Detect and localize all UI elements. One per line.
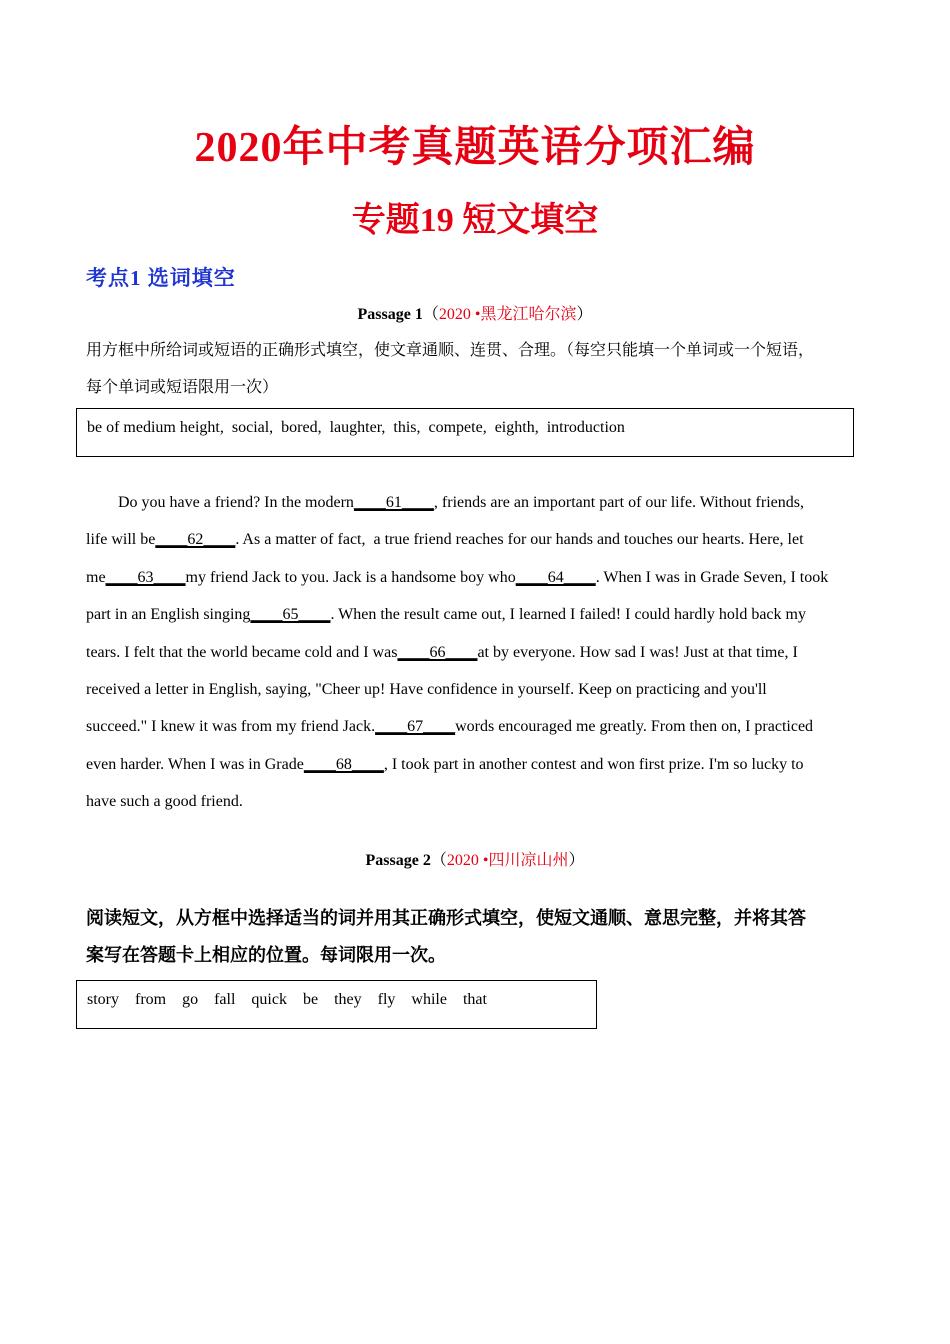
line-text: , I took part in another contest and won first prize. I'm so lucky to xyxy=(383,755,804,773)
line-text: received a letter in English, saying, "Cheer up! Have confidence in yourself. Keep on practicing and you'll xyxy=(86,680,767,698)
passage1-title xyxy=(0,303,950,327)
passage1-source: 2020 •黑龙江哈尔滨 xyxy=(438,306,577,323)
line-text: life will be xyxy=(86,531,156,549)
passage2-instruction-line2: 案写在答题卡上相应的位置。每词限用一次。 xyxy=(86,945,446,966)
passage-line xyxy=(86,484,866,521)
blank-61[interactable]: ____61____ xyxy=(353,494,434,511)
line-text: part in an English singing xyxy=(86,606,251,624)
blank-66[interactable]: ____66____ xyxy=(397,643,478,661)
passage2-paren-close: ） xyxy=(568,852,585,869)
passage-line xyxy=(86,634,866,671)
passage-line xyxy=(86,708,866,745)
blank-68[interactable]: ____68____ xyxy=(303,755,384,773)
line-text: have such a good friend. xyxy=(86,793,243,811)
document-subtitle: 专题19 短文填空 xyxy=(351,202,599,239)
blank-62[interactable]: ____62____ xyxy=(155,531,236,549)
passage1-instructions xyxy=(86,332,866,406)
passage1-name: Passage 1 xyxy=(357,306,423,323)
passage2-instruction-line1: 阅读短文，从方框中选择适当的词并用其正确形式填空，使短文通顺、意思完整，并将其答 xyxy=(86,908,806,929)
blank-67[interactable]: ____67____ xyxy=(375,718,456,736)
line-text: Do you have a friend? In the modern xyxy=(86,494,354,511)
passage1-paren-open: （ xyxy=(422,306,439,323)
blank-64[interactable]: ____64____ xyxy=(515,568,596,586)
passage2-name: Passage 2 xyxy=(365,852,431,869)
line-text: words encouraged me greatly. From then on, I practiced xyxy=(455,718,814,736)
line-text: at by everyone. How sad I was! Just at that time, I xyxy=(477,643,798,661)
blank-65[interactable]: ____65____ xyxy=(250,606,331,624)
passage1-instruction-line1: 用方框中所给词或短语的正确形式填空，使文章通顺、连贯、合理。（每空只能填一个单词或一个短语， xyxy=(86,342,815,359)
passage1-instruction-line2: 每个单词或短语限用一次） xyxy=(86,379,279,396)
passage1-word-box: be of medium height, social, bored, laughter, this, compete, eighth, introduction xyxy=(76,408,854,457)
line-text: tears. I felt that the world became cold and I was xyxy=(86,643,398,661)
passage-line xyxy=(86,559,866,596)
passage1-paren-close: ） xyxy=(576,306,593,323)
passage2-source: 2020 •四川凉山州 xyxy=(446,852,569,869)
passage2-paren-open: （ xyxy=(430,852,447,869)
passage2-title xyxy=(0,849,950,873)
line-text: . As a matter of fact, a true friend reaches for our hands and touches our hearts. Here, let xyxy=(235,531,804,549)
document-title: 2020年中考真题英语分项汇编 xyxy=(194,125,756,171)
line-text: even harder. When I was in Grade xyxy=(86,755,304,773)
line-text: me xyxy=(86,568,106,586)
passage2-instructions xyxy=(86,900,866,974)
passage2-word-box: story from go fall quick be they fly while that xyxy=(76,980,597,1029)
passage-line xyxy=(86,746,866,783)
line-text: . When the result came out, I learned I failed! I could hardly hold back my xyxy=(330,606,806,624)
passage-line xyxy=(86,521,866,558)
section-heading: 考点1 选词填空 xyxy=(86,266,236,290)
passage1-text xyxy=(86,484,866,821)
line-text: my friend Jack to you. Jack is a handsome boy who xyxy=(185,568,516,586)
passage-line xyxy=(86,671,866,708)
line-text: , friends are an important part of our life. Without friends, xyxy=(433,494,804,511)
line-text: succeed." I knew it was from my friend Jack. xyxy=(86,718,376,736)
passage-line xyxy=(86,596,866,633)
line-text: . When I was in Grade Seven, I took xyxy=(595,568,829,586)
passage-line xyxy=(86,783,866,820)
blank-63[interactable]: ____63____ xyxy=(105,568,186,586)
